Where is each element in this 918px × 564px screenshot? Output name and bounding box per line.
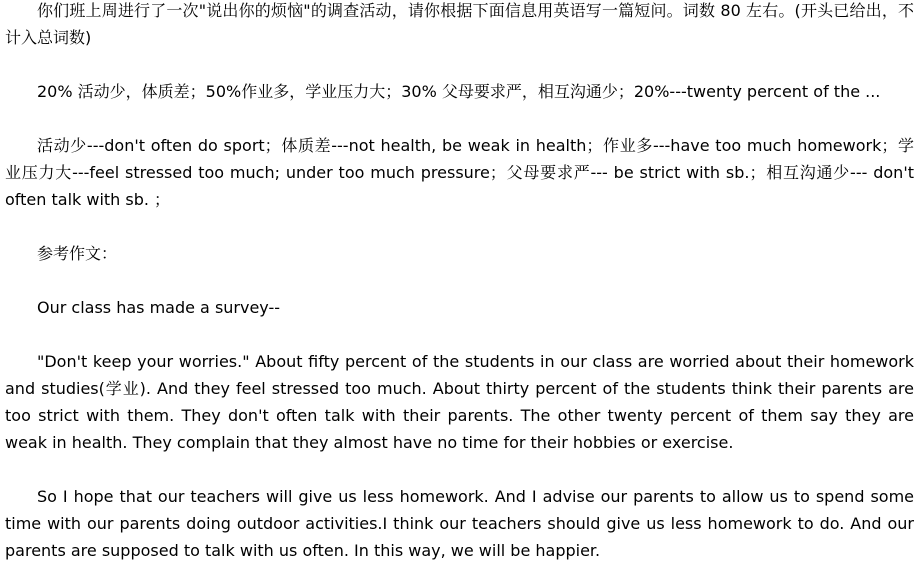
essay-conclusion-paragraph: So I hope that our teachers will give us less homework. And I advise our parents to allow us to spend some time with our parents doing outdoor activities.I think our teachers should give us less homework to do. And our parents are supposed to talk with us often. In this way, we will be happier.: [5, 487, 914, 560]
task-instruction-paragraph: 你们班上周进行了一次"说出你的烦恼"的调查活动，请你根据下面信息用英语写一篇短问。词数 80 左右。(开头已给出，不计入总词数): [5, 1, 914, 47]
essay-opening-line: Our class has made a survey--: [37, 298, 281, 317]
reference-essay-heading: 参考作文：: [37, 244, 118, 263]
vocabulary-hints-paragraph: 活动少---don't often do sport；体质差---not health, be weak in health；作业多---have too much homework；学业压力大---feel stressed too much; under too much pressure；父母要求严--- be strict with sb.；相互沟通少--- don't often talk with sb. ；: [5, 136, 914, 209]
survey-statistics-paragraph: 20% 活动少，体质差；50%作业多，学业压力大；30% 父母要求严，相互沟通少；20%---twenty percent of the ...: [37, 82, 881, 101]
essay-body-paragraph: "Don't keep your worries." About fifty percent of the students in our class are worried about their homework and studies(学业). And they feel stressed too much. About thirty percent of the students think their parents are too strict with them. They don't often talk with their parents. The other twenty percent of them say they are weak in health. They complain that they almost have no time for their hobbies or exercise.: [5, 352, 914, 452]
